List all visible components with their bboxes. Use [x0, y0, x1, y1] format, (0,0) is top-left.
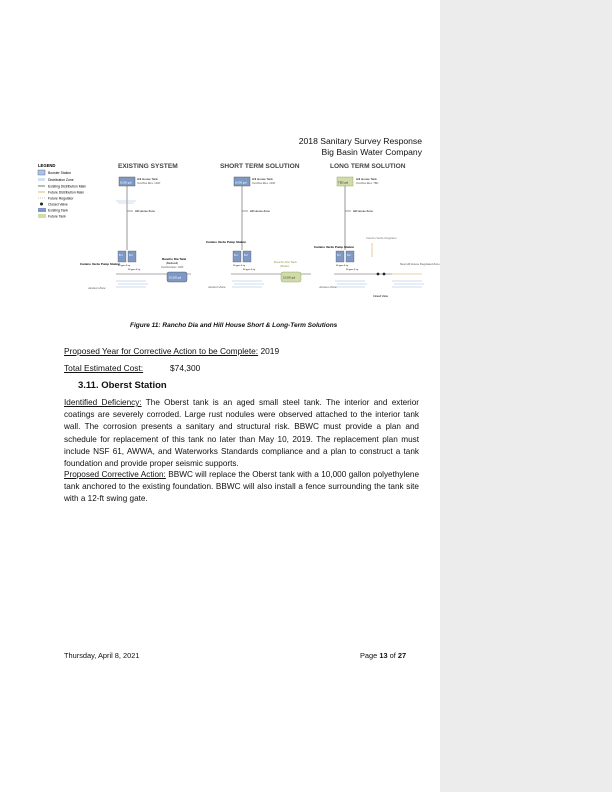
proposed-year-label: Proposed Year for Corrective Action to be Complete: — [64, 346, 259, 356]
pump-capacity: 36 gpm 5 hp — [128, 269, 141, 271]
proposed-year-line — [64, 346, 279, 356]
closed-valve-icon — [383, 273, 386, 276]
header-company: Big Basin Water Company — [321, 147, 422, 157]
tank-name: Hill House Tank — [356, 177, 377, 181]
corrective-action-paragraph — [64, 469, 419, 506]
pump-station-label: Camino Verde Pump Station — [314, 245, 355, 249]
pump-station-label: Camino Verde Pump Station — [206, 240, 247, 244]
tank-name: Hill House Tank — [137, 177, 158, 181]
tank-volume-label: 8,000 gal — [120, 180, 132, 185]
tank-elevation: Overflow Elev. 1400' — [252, 182, 276, 185]
existing-system-title: EXISTING SYSTEM — [118, 163, 178, 170]
tank-note: (Reduced) — [166, 262, 179, 265]
zone-label: Hill House Zone — [353, 209, 373, 213]
new-zone-hatch — [392, 281, 424, 287]
pump-id: B-2 — [244, 254, 248, 257]
existing-distribution-zone — [116, 201, 136, 203]
tank-volume-label: 10,000 gal — [283, 276, 296, 280]
legend-item: Distribution Zone — [48, 178, 74, 182]
jamison-zone-hatch — [116, 281, 148, 287]
existing-tank-legend-icon — [38, 208, 46, 212]
deficiency-paragraph — [64, 397, 419, 470]
footer-date: Thursday, April 8, 2021 — [64, 651, 140, 660]
short-term-panel — [206, 177, 311, 289]
pump-id: B-1 — [234, 254, 238, 257]
pump-id: B-2 — [347, 254, 351, 257]
estimated-cost-line — [64, 363, 201, 373]
page-current: 13 — [379, 651, 388, 660]
tank-name: Rancho Dia Tank — [162, 257, 187, 261]
legend-title: LEGEND — [38, 163, 56, 168]
corrective-action-label: Proposed Corrective Action: — [64, 470, 166, 479]
footer-page-number — [360, 651, 406, 660]
system-diagram-figure — [36, 161, 442, 313]
long-term-panel — [314, 177, 440, 298]
cost-value: $74,300 — [170, 363, 201, 373]
tank-name: Rancho Dia Tank — [274, 260, 297, 264]
jamison-zone-hatch — [335, 281, 367, 287]
corrective-action-text: BBWC will replace the Oberst tank with a 10,000 gallon polyethylene tank anchored to the existing foundation. BBWC will also install a fence surrounding the tank site with a 12-ft swing gate. — [64, 470, 420, 504]
tank-note: (Plastic) — [280, 265, 290, 268]
legend-item: Existing Distribution Main — [48, 184, 87, 189]
pump-capacity: 36 gpm 5 hp — [336, 265, 349, 267]
zone-label: Hill House Zone — [250, 209, 270, 213]
legend-item: Future Distribution Main — [48, 190, 84, 195]
page-prefix: Page — [360, 651, 380, 660]
zone-label: Jamison Zone — [88, 286, 106, 290]
legend-item: Booster Station — [48, 171, 72, 175]
tank-elevation: Overflow Elev. TBD — [356, 182, 379, 185]
short-term-title: SHORT TERM SOLUTION — [220, 163, 300, 170]
tank-name: Hill House Tank — [252, 177, 273, 181]
system-diagram — [36, 161, 442, 313]
legend-item: Future Regulator — [48, 196, 74, 201]
cost-label: Total Estimated Cost: — [64, 363, 144, 373]
existing-system-panel — [80, 177, 191, 290]
pump-id: B-1 — [337, 254, 341, 257]
legend — [38, 163, 86, 219]
tank-volume-label: 8,000 gal — [235, 180, 247, 185]
long-term-title: LONG TERM SOLUTION — [330, 163, 406, 170]
tank-volume-label: 81,000 gal — [169, 276, 182, 280]
zone-label: Hill House Zone — [135, 209, 155, 213]
zone-label: New Hill House Regulated Zone — [400, 262, 440, 266]
tank-volume-label: TBD gal — [338, 180, 349, 185]
regulator-label: Camino Verde Regulator — [366, 236, 397, 240]
pump-station-label: Camino Verde Pump Station — [80, 262, 121, 266]
zone-label: Jamison Zone — [208, 285, 226, 289]
pump-id: B-2 — [129, 254, 133, 257]
jamison-zone-hatch — [232, 281, 264, 287]
figure-caption: Figure 11: Rancho Dia and Hill House Short & Long-Term Solutions — [130, 322, 338, 329]
page-total: 27 — [397, 651, 407, 660]
comment-margin-panel — [440, 0, 612, 792]
page-of: of — [387, 651, 398, 660]
tank-elevation: Overflow Elev. 1400' — [161, 266, 184, 269]
pump-capacity: 36 gpm 5 hp — [243, 269, 256, 271]
pump-capacity: 36 gpm 5 hp — [233, 265, 246, 267]
booster-station-legend-icon — [38, 170, 45, 175]
deficiency-text: The Oberst tank is an aged small steel tank. The interior and exterior coatings are severely corroded. Large rust nodules were observed attached to the interior tank wall. The corrosion presents a sanitary and structural risk. BBWC must provide a plan and schedule for replacement of this tank no later than May 10, 2019. The replacement plan must include NSF 61, AWWA, and Waterworks Standards compliance and a plan to construct a tank foundation and provide proper seismic supports. — [64, 398, 419, 469]
legend-item: Closed Valve — [48, 202, 68, 207]
tank-elevation: Overflow Elev. 1400' — [137, 182, 161, 185]
closed-valve-legend-icon — [40, 203, 43, 206]
closed-valve-icon — [377, 273, 380, 276]
document-header — [299, 136, 422, 158]
proposed-year-value: 2019 — [260, 346, 280, 356]
zone-label: Jamison Zone — [319, 285, 337, 289]
closed-valve-label: Closed Valve — [373, 295, 389, 298]
future-tank-legend-icon — [38, 214, 46, 218]
header-title: 2018 Sanitary Survey Response — [298, 136, 422, 146]
pump-id: B-1 — [119, 254, 123, 257]
distribution-zone-legend-icon — [38, 178, 45, 181]
deficiency-label: Identified Deficiency: — [64, 398, 142, 407]
pump-capacity: 36 gpm 5 hp — [118, 265, 131, 267]
pump-capacity: 36 gpm 5 hp — [346, 269, 359, 271]
legend-item: Future Tank — [48, 214, 66, 219]
section-heading: 3.11. Oberst Station — [78, 380, 167, 391]
legend-item: Existing Tank — [48, 208, 68, 213]
